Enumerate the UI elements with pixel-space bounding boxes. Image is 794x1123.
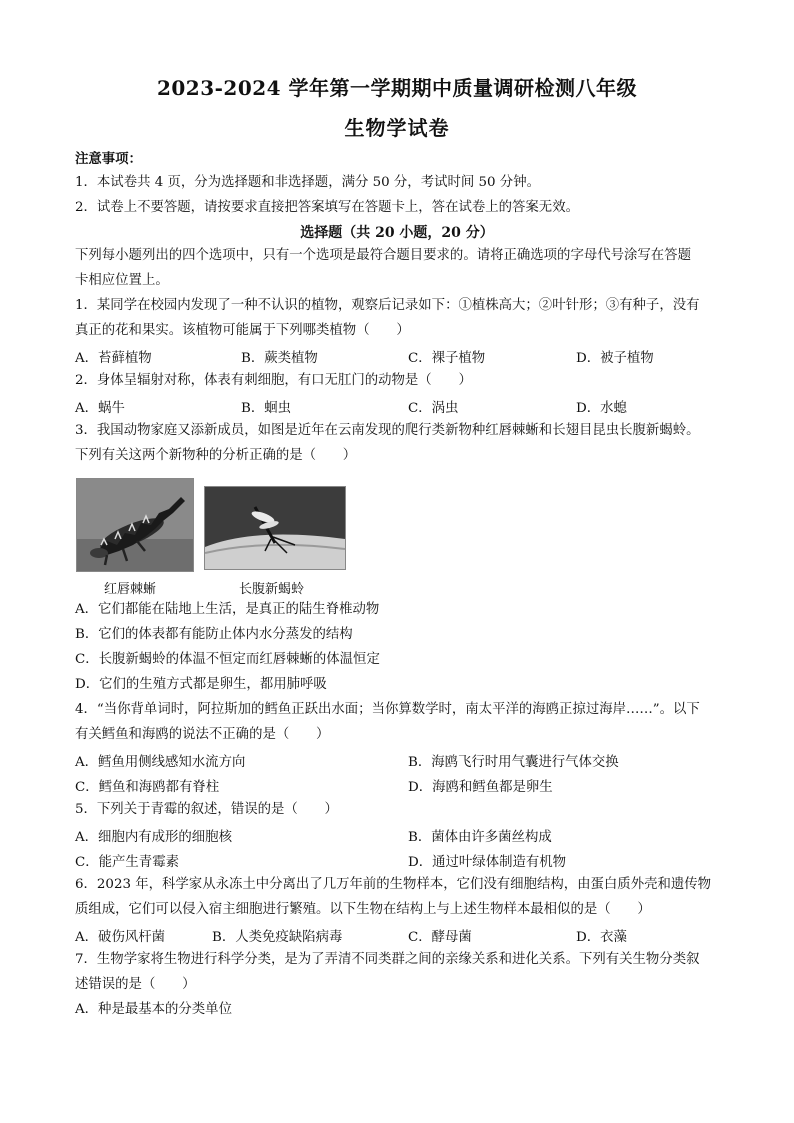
q6-stem-line-1: 6．2023 年，科学家从永冻土中分离出了几万年前的生物样本，它们没有细胞结构，由蛋白质外壳和遗传物 (75, 877, 712, 892)
q1-option-a: A．苔藓植物 (75, 351, 152, 366)
q1-option-b: B．蕨类植物 (241, 351, 318, 366)
section-intro-line-1: 下列每小题列出的四个选项中，只有一个选项是最符合题目要求的。请将正确选项的字母代号涂写在答题 (75, 248, 691, 263)
q2-option-a: A．蜗牛 (75, 401, 125, 416)
q5-option-c: C．能产生青霉素 (75, 855, 179, 870)
q2-option-b: B．蛔虫 (241, 401, 292, 416)
q6-option-b: B．人类免疫缺陷病毒 (212, 930, 343, 945)
q4-option-a: A．鳕鱼用侧线感知水流方向 (75, 755, 246, 770)
q3-option-c: C．长腹新蝎蛉的体温不恒定而红唇棘蜥的体温恒定 (75, 652, 380, 667)
q4-option-b: B．海鸥飞行时用气囊进行气体交换 (408, 755, 619, 770)
q1-stem-line-1: 1．某同学在校园内发现了一种不认识的植物，观察后记录如下：①植株高大；②叶针形；③有种子，没有 (75, 298, 700, 313)
q3-stem-line-2: 下列有关这两个新物种的分析正确的是（ ） (75, 448, 357, 463)
q6-option-a: A．破伤风杆菌 (75, 930, 166, 945)
q4-option-d: D．海鸥和鳕鱼都是卵生 (408, 780, 553, 795)
exam-subject-title: 生物学试卷 (344, 116, 450, 140)
lizard-caption: 红唇棘蜥 (104, 582, 157, 597)
scorpionfly-photo (204, 486, 346, 570)
q1-option-d: D．被子植物 (576, 351, 654, 366)
q4-option-c: C．鳕鱼和海鸥都有脊柱 (75, 780, 220, 795)
exam-title: 2023-2024 学年第一学期期中质量调研检测八年级 (156, 76, 638, 100)
q6-option-d: D．衣藻 (576, 930, 627, 945)
q2-option-c: C．涡虫 (408, 401, 459, 416)
q2-stem: 2．身体呈辐射对称，体表有刺细胞，有口无肛门的动物是（ ） (75, 373, 472, 388)
q7-stem-line-2: 述错误的是（ ） (75, 977, 196, 992)
q5-option-b: B．菌体由许多菌丝构成 (408, 830, 552, 845)
q3-stem-line-1: 3．我国动物家庭又添新成员，如图是近年在云南发现的爬行类新物种红唇棘蜥和长翅目昆虫长腹新蝎蛉。 (75, 423, 700, 438)
scorpionfly-photo-illustration (205, 487, 345, 569)
q5-option-a: A．细胞内有成形的细胞核 (75, 830, 232, 845)
section-intro-line-2: 卡相应位置上。 (75, 273, 169, 288)
q3-option-a: A．它们都能在陆地上生活，是真正的陆生脊椎动物 (75, 602, 380, 617)
q7-stem-line-1: 7．生物学家将生物进行科学分类，是为了弄清不同类群之间的亲缘关系和进化关系。下列有关生物分类叙 (75, 952, 700, 967)
notes-heading: 注意事项： (75, 151, 142, 167)
q6-option-c: C．酵母菌 (408, 930, 472, 945)
q3-option-d: D．它们的生殖方式都是卵生，都用肺呼吸 (75, 677, 327, 692)
q2-option-d: D．水螅 (576, 401, 627, 416)
q4-stem-line-1: 4．“当你背单词时，阿拉斯加的鳕鱼正跃出水面；当你算数学时，南太平洋的海鸥正掠过海岸……”。以下 (75, 702, 700, 717)
q1-option-c: C．裸子植物 (408, 351, 486, 366)
lizard-photo (76, 478, 194, 572)
notes-item-2: 2．试卷上不要答题，请按要求直接把答案填写在答题卡上，答在试卷上的答案无效。 (75, 200, 579, 215)
scorpionfly-caption: 长腹新蝎蛉 (239, 582, 305, 597)
section-title: 选择题（共 20 小题，20 分） (300, 225, 494, 241)
lizard-photo-illustration (77, 479, 193, 571)
q3-option-b: B．它们的体表都有能防止体内水分蒸发的结构 (75, 627, 353, 642)
q7-option-a: A．种是最基本的分类单位 (75, 1002, 232, 1017)
q6-stem-line-2: 质组成，它们可以侵入宿主细胞进行繁殖。以下生物在结构上与上述生物样本最相似的是（ ） (75, 902, 651, 917)
notes-item-1: 1．本试卷共 4 页，分为选择题和非选择题，满分 50 分，考试时间 50 分钟。 (75, 175, 540, 190)
q1-stem-line-2: 真正的花和果实。该植物可能属于下列哪类植物（ ） (75, 323, 410, 338)
q5-option-d: D．通过叶绿体制造有机物 (408, 855, 567, 870)
q5-stem: 5．下列关于青霉的叙述，错误的是（ ） (75, 802, 338, 817)
q4-stem-line-2: 有关鳕鱼和海鸥的说法不正确的是（ ） (75, 727, 330, 742)
